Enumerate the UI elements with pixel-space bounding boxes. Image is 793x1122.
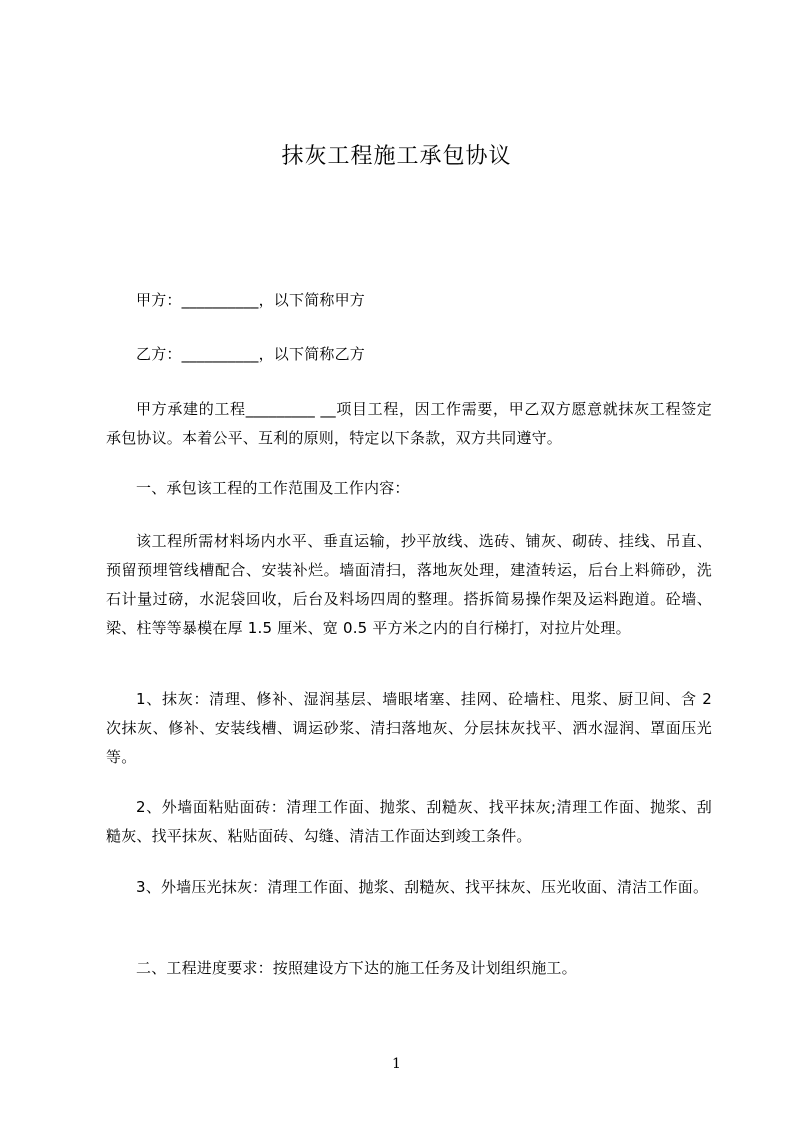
section-1-heading: 一、承包该工程的工作范围及工作内容： — [136, 479, 410, 497]
document-title: 抹灰工程施工承包协议 — [281, 144, 512, 169]
section-1-body: 该工程所需材料场内水平、垂直运输，抄平放线、选砖、铺灰、砌砖、挂线、吊直、预留预埋管线槽配合、安装补烂。墙面清扫，落地灰处理，建渣转运，后台上料筛砂，洗石计量过磅，水泥袋回收，后台及料场四周的整理。搭拆简易操作架及运料跑道。砼墙、梁、柱等等暴模在厚 1.5 厘米、宽 0.5 平方米之内的自行梯打，对拉片处理。 — [106, 532, 712, 637]
party-a-line: 甲方：__________，以下简称甲方 — [136, 291, 366, 309]
section-2-heading: 二、工程进度要求：按照建设方下达的施工任务及计划组织施工。 — [136, 959, 577, 977]
intro-paragraph: 甲方承建的工程_________ __项目工程，因工作需要，甲乙双方愿意就抹灰工程签定承包协议。本着公平、互利的原则，特定以下条款，双方共同遵守。 — [106, 400, 712, 447]
page-number: 1 — [392, 1056, 401, 1072]
party-b-line: 乙方：__________，以下简称乙方 — [136, 345, 366, 363]
clause-1-plastering: 1、抹灰：清理、修补、湿润基层、墙眼堵塞、挂网、砼墙柱、甩浆、厨卫间、含 2 次抹灰、修补、安装线槽、调运砂浆、清扫落地灰、分层抹灰找平、洒水湿润、罩面压光等。 — [106, 690, 712, 766]
clause-3-exterior-polish: 3、外墙压光抹灰：清理工作面、抛浆、刮糙灰、找平抹灰、压光收面、清洁工作面。 — [136, 878, 709, 896]
clause-2-exterior-tiles: 2、外墙面粘贴面砖：清理工作面、抛浆、刮糙灰、找平抹灰;清理工作面、抛浆、刮糙灰、找平抹灰、粘贴面砖、勾缝、清洁工作面达到竣工条件。 — [106, 798, 712, 845]
